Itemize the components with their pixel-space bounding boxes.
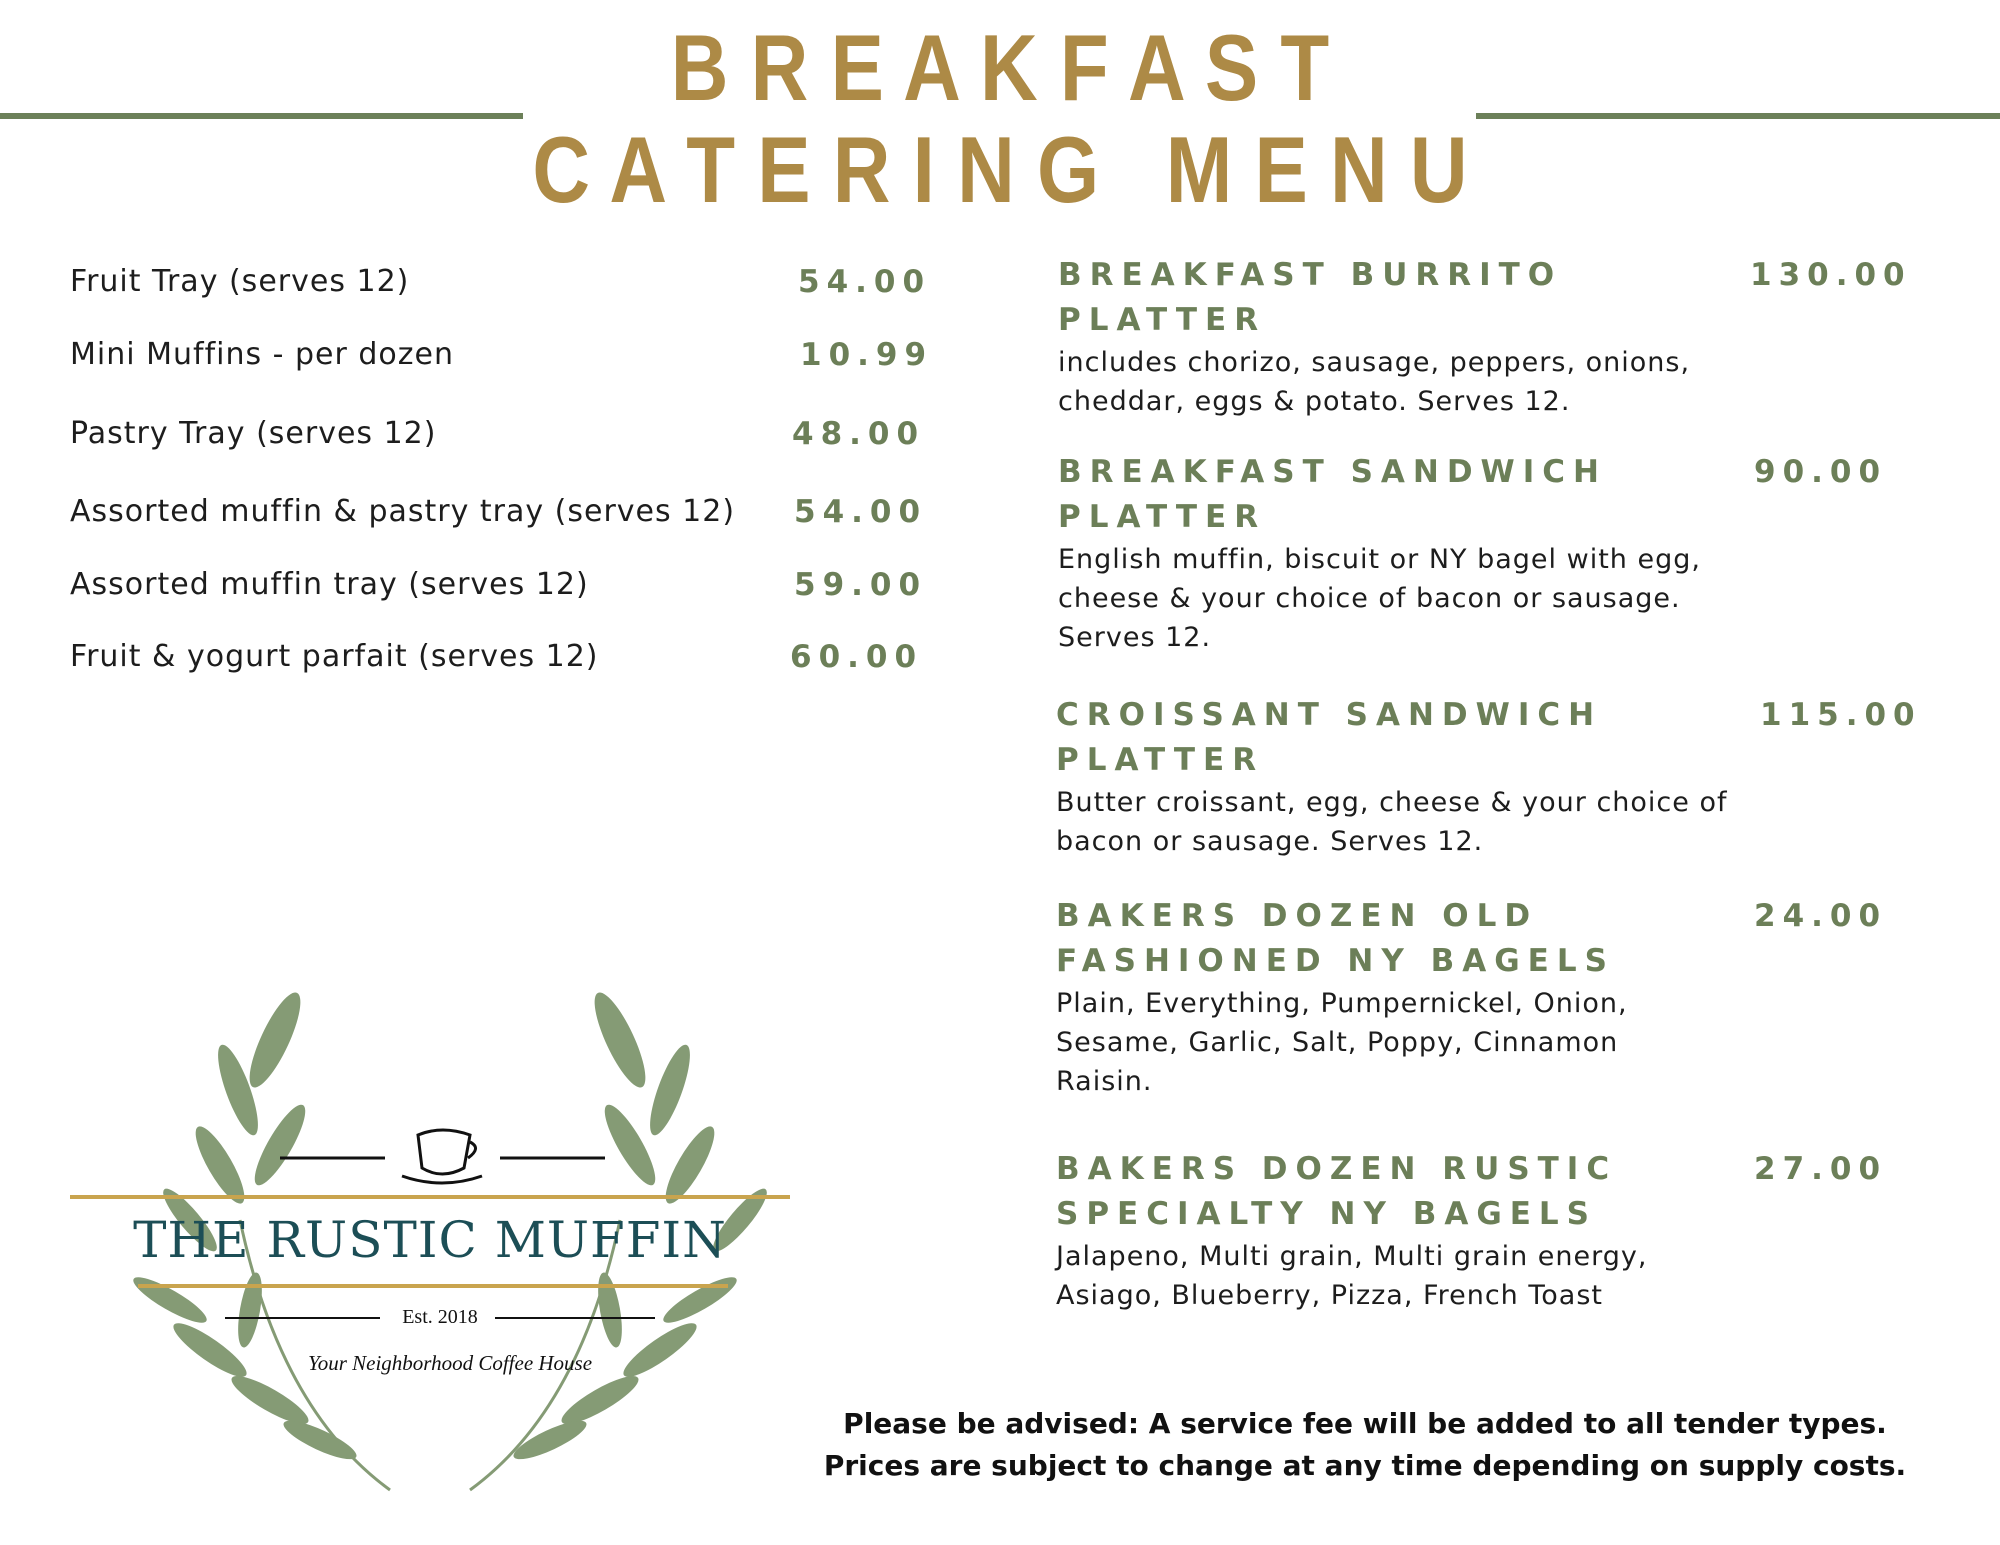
platter-price: 130.00	[1750, 257, 1912, 293]
platter-description: English muffin, biscuit or NY bagel with egg, cheese & your choice of bacon or sausage. Serves 12.	[1058, 544, 1701, 653]
logo-established: Est. 2018	[402, 1306, 478, 1328]
menu-item-price: 60.00	[790, 639, 924, 675]
menu-item-price: 54.00	[798, 264, 932, 300]
platter-name: BAKERS DOZEN RUSTIC SPECIALTY NY BAGELS	[1056, 1151, 1618, 1232]
logo-tagline: Your Neighborhood Coffee House	[307, 1351, 593, 1375]
platter-price: 24.00	[1754, 898, 1888, 934]
menu-item	[70, 337, 940, 387]
platter-item	[1056, 693, 1956, 861]
menu-item	[70, 494, 940, 544]
logo-gold-band-bottom	[138, 1284, 728, 1288]
rustic-muffin-logo	[50, 990, 810, 1530]
platter-item	[1056, 894, 1956, 1101]
menu-item-price: 48.00	[792, 416, 926, 452]
menu-item-name: Fruit & yogurt parfait (serves 12)	[70, 639, 599, 674]
menu-item	[70, 567, 940, 617]
menu-item-name: Assorted muffin & pastry tray (serves 12)	[70, 494, 736, 529]
menu-item	[70, 264, 940, 314]
platter-description: Butter croissant, egg, cheese & your choice of bacon or sausage. Serves 12.	[1056, 787, 1728, 857]
menu-item	[70, 639, 940, 689]
menu-item-price: 59.00	[794, 567, 928, 603]
menu-item-price: 10.99	[800, 337, 934, 373]
platter-description: includes chorizo, sausage, peppers, onions, cheddar, eggs & potato. Serves 12.	[1058, 347, 1691, 417]
platter-price: 115.00	[1760, 697, 1922, 733]
coffee-cup-icon	[280, 1130, 605, 1183]
menu-item-name: Mini Muffins - per dozen	[70, 337, 454, 372]
platter-name: BREAKFAST BURRITO PLATTER	[1058, 257, 1563, 338]
logo-name: THE RUSTIC MUFFIN	[133, 1211, 727, 1269]
platter-price: 90.00	[1754, 454, 1888, 490]
platter-price: 27.00	[1754, 1151, 1888, 1187]
platter-item	[1056, 1147, 1956, 1315]
platter-name: BREAKFAST SANDWICH PLATTER	[1058, 454, 1607, 535]
platter-item	[1058, 253, 1958, 421]
page-title-line1: B R E A K F A S T	[670, 15, 1330, 120]
menu-item-name: Assorted muffin tray (serves 12)	[70, 567, 589, 602]
service-fee-notice: Please be advised: A service fee will be added to all tender types.	[843, 1407, 1887, 1440]
logo-gold-band-top	[70, 1195, 790, 1199]
platter-name: BAKERS DOZEN OLD FASHIONED NY BAGELS	[1056, 898, 1615, 979]
price-change-notice: Prices are subject to change at any time depending on supply costs.	[823, 1449, 1907, 1482]
menu-item-price: 54.00	[794, 494, 928, 530]
platter-name: CROISSANT SANDWICH PLATTER	[1056, 697, 1603, 778]
menu-item-name: Pastry Tray (serves 12)	[70, 416, 437, 451]
menu-item-name: Fruit Tray (serves 12)	[70, 264, 410, 299]
menu-item	[70, 416, 940, 466]
platter-description: Jalapeno, Multi grain, Multi grain energy, Asiago, Blueberry, Pizza, French Toast	[1056, 1241, 1648, 1311]
platter-description: Plain, Everything, Pumpernickel, Onion, Sesame, Garlic, Salt, Poppy, Cinnamon Raisin.	[1056, 988, 1628, 1097]
platter-item	[1058, 450, 1958, 657]
page-title-line2: C A T E R I N G M E N U	[532, 117, 1468, 222]
